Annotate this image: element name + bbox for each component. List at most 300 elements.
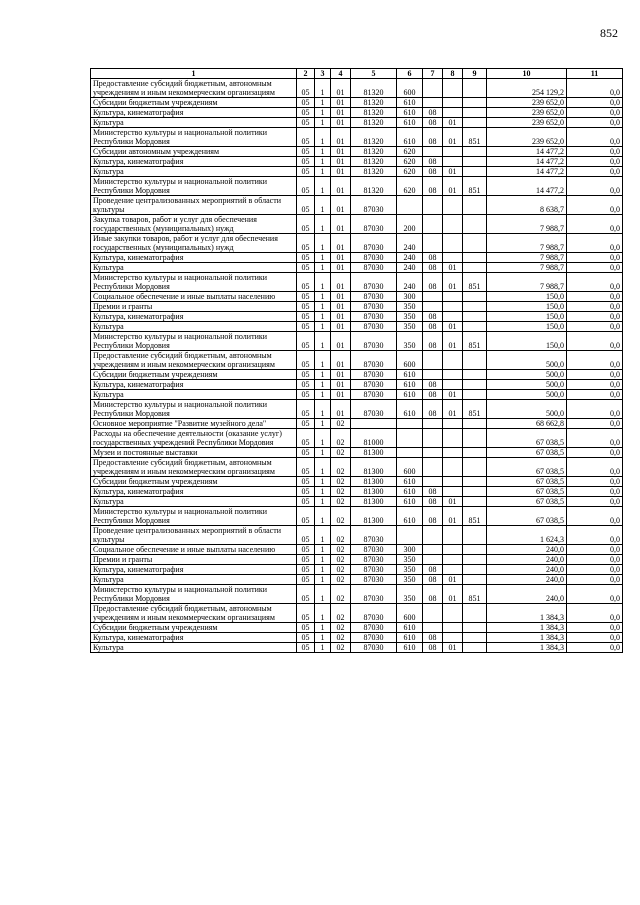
row-amount-11: 0,0: [567, 292, 623, 302]
row-code-6: 350: [397, 555, 423, 565]
row-code-9: [463, 565, 487, 575]
row-code-6: 200: [397, 215, 423, 234]
row-code-4: 02: [331, 487, 351, 497]
row-code-4: 02: [331, 448, 351, 458]
row-amount-11: 0,0: [567, 128, 623, 147]
row-code-8: 01: [443, 118, 463, 128]
row-code-7: 08: [423, 380, 443, 390]
row-amount-11: 0,0: [567, 234, 623, 253]
row-code-8: [443, 196, 463, 215]
row-amount-11: 0,0: [567, 215, 623, 234]
row-code-9: [463, 147, 487, 157]
row-code-6: 350: [397, 575, 423, 585]
row-code-6: 600: [397, 79, 423, 98]
row-code-7: [423, 215, 443, 234]
row-code-3: 1: [315, 545, 331, 555]
row-code-7: 08: [423, 390, 443, 400]
row-code-4: 02: [331, 604, 351, 623]
table-row: [91, 147, 623, 157]
row-code-4: 02: [331, 429, 351, 448]
row-description: Предоставление субсидий бюджетным, автономным учреждениям и иным некоммерческим организациям: [91, 351, 297, 370]
row-code-2: 05: [297, 292, 315, 302]
table-row: [91, 157, 623, 167]
row-code-6: 350: [397, 322, 423, 332]
table-row: [91, 312, 623, 322]
row-code-2: 05: [297, 370, 315, 380]
row-code-9: [463, 302, 487, 312]
row-amount: 150,0: [487, 312, 567, 322]
row-code-9: [463, 196, 487, 215]
row-code-7: 08: [423, 643, 443, 653]
row-code-9: [463, 448, 487, 458]
row-description: Культура, кинематография: [91, 312, 297, 322]
row-amount-11: 0,0: [567, 487, 623, 497]
row-code-7: 08: [423, 108, 443, 118]
row-code-2: 05: [297, 322, 315, 332]
row-amount-11: 0,0: [567, 263, 623, 273]
row-code-5: 87030: [351, 312, 397, 322]
row-code-6: 610: [397, 98, 423, 108]
row-amount: 14 477,2: [487, 147, 567, 157]
table-row: [91, 380, 623, 390]
row-code-5: 87030: [351, 273, 397, 292]
row-code-6: [397, 196, 423, 215]
row-code-7: [423, 477, 443, 487]
row-code-4: 01: [331, 118, 351, 128]
row-code-7: 08: [423, 253, 443, 263]
row-code-2: 05: [297, 448, 315, 458]
row-amount-11: 0,0: [567, 302, 623, 312]
column-header: 3: [315, 69, 331, 79]
row-code-8: [443, 448, 463, 458]
row-amount-11: 0,0: [567, 177, 623, 196]
row-code-5: 87030: [351, 643, 397, 653]
table-row: [91, 575, 623, 585]
row-code-8: [443, 302, 463, 312]
row-code-6: 240: [397, 253, 423, 263]
row-code-5: 81320: [351, 118, 397, 128]
row-code-5: 81320: [351, 157, 397, 167]
row-code-5: 87030: [351, 585, 397, 604]
table-body: [91, 79, 623, 653]
row-code-7: [423, 555, 443, 565]
row-code-9: [463, 497, 487, 507]
table-row: [91, 526, 623, 545]
row-code-3: 1: [315, 79, 331, 98]
row-code-8: 01: [443, 390, 463, 400]
row-code-2: 05: [297, 623, 315, 633]
row-code-9: [463, 604, 487, 623]
row-code-3: 1: [315, 633, 331, 643]
row-code-9: [463, 545, 487, 555]
row-code-2: 05: [297, 98, 315, 108]
row-code-7: [423, 370, 443, 380]
row-code-5: 87030: [351, 253, 397, 263]
row-code-3: 1: [315, 526, 331, 545]
row-code-8: [443, 351, 463, 370]
row-code-9: 851: [463, 128, 487, 147]
row-code-9: [463, 390, 487, 400]
row-code-9: [463, 157, 487, 167]
row-code-8: 01: [443, 575, 463, 585]
row-code-4: 01: [331, 167, 351, 177]
row-amount-11: 0,0: [567, 273, 623, 292]
row-code-9: [463, 429, 487, 448]
row-code-3: 1: [315, 565, 331, 575]
row-code-4: 01: [331, 380, 351, 390]
row-code-4: 01: [331, 215, 351, 234]
row-code-7: 08: [423, 497, 443, 507]
row-amount-11: 0,0: [567, 565, 623, 575]
row-description: Закупка товаров, работ и услуг для обеспечения государственных (муниципальных) нужд: [91, 215, 297, 234]
row-code-4: 01: [331, 79, 351, 98]
row-code-3: 1: [315, 429, 331, 448]
row-amount: 240,0: [487, 585, 567, 604]
row-amount-11: 0,0: [567, 643, 623, 653]
row-code-7: [423, 196, 443, 215]
row-code-7: 08: [423, 273, 443, 292]
row-code-7: 08: [423, 565, 443, 575]
row-code-8: [443, 458, 463, 477]
row-code-7: 08: [423, 263, 443, 273]
row-code-6: 610: [397, 108, 423, 118]
row-code-8: [443, 215, 463, 234]
row-code-2: 05: [297, 545, 315, 555]
row-code-6: 610: [397, 128, 423, 147]
row-code-6: 610: [397, 370, 423, 380]
column-header: 7: [423, 69, 443, 79]
row-code-9: [463, 292, 487, 302]
row-code-7: [423, 448, 443, 458]
table-row: [91, 263, 623, 273]
row-code-6: 610: [397, 380, 423, 390]
row-code-5: 87030: [351, 555, 397, 565]
row-code-3: 1: [315, 585, 331, 604]
row-code-2: 05: [297, 157, 315, 167]
row-code-3: 1: [315, 167, 331, 177]
row-code-4: 02: [331, 526, 351, 545]
row-amount-11: 0,0: [567, 419, 623, 429]
table-row: [91, 604, 623, 623]
table-row: [91, 565, 623, 575]
row-code-6: 610: [397, 643, 423, 653]
row-code-5: 81320: [351, 167, 397, 177]
row-amount-11: 0,0: [567, 108, 623, 118]
row-code-8: 01: [443, 177, 463, 196]
row-amount: 150,0: [487, 332, 567, 351]
row-code-6: 240: [397, 234, 423, 253]
column-header: 8: [443, 69, 463, 79]
row-code-5: 87030: [351, 234, 397, 253]
row-description: Культура: [91, 643, 297, 653]
row-code-3: 1: [315, 507, 331, 526]
row-amount-11: 0,0: [567, 545, 623, 555]
row-code-5: 81300: [351, 507, 397, 526]
row-amount: 500,0: [487, 390, 567, 400]
row-code-4: 02: [331, 545, 351, 555]
table-row: [91, 507, 623, 526]
row-code-5: 81320: [351, 98, 397, 108]
row-code-9: 851: [463, 273, 487, 292]
row-code-9: [463, 322, 487, 332]
row-code-5: 87030: [351, 633, 397, 643]
table-row: [91, 215, 623, 234]
row-code-6: 620: [397, 157, 423, 167]
row-code-7: 08: [423, 332, 443, 351]
row-code-4: 01: [331, 351, 351, 370]
row-code-5: 81320: [351, 108, 397, 118]
row-code-8: [443, 419, 463, 429]
row-code-9: [463, 487, 487, 497]
row-amount: 14 477,2: [487, 157, 567, 167]
row-code-5: 87030: [351, 380, 397, 390]
row-code-5: 87030: [351, 565, 397, 575]
row-amount: 500,0: [487, 400, 567, 419]
row-code-8: [443, 370, 463, 380]
row-code-4: 02: [331, 507, 351, 526]
row-amount-11: 0,0: [567, 322, 623, 332]
row-code-6: 610: [397, 477, 423, 487]
row-code-2: 05: [297, 643, 315, 653]
row-code-9: [463, 351, 487, 370]
row-code-8: [443, 380, 463, 390]
row-code-3: 1: [315, 177, 331, 196]
table-row: [91, 497, 623, 507]
row-code-5: 81320: [351, 147, 397, 157]
row-code-2: 05: [297, 575, 315, 585]
table-row: [91, 196, 623, 215]
row-code-9: [463, 79, 487, 98]
row-code-8: 01: [443, 128, 463, 147]
row-code-2: 05: [297, 273, 315, 292]
row-code-3: 1: [315, 128, 331, 147]
row-code-5: 81320: [351, 79, 397, 98]
row-code-4: 01: [331, 312, 351, 322]
row-code-6: 610: [397, 633, 423, 643]
row-code-9: [463, 118, 487, 128]
row-code-8: [443, 108, 463, 118]
column-header: 6: [397, 69, 423, 79]
row-code-4: 01: [331, 147, 351, 157]
row-description: Предоставление субсидий бюджетным, автономным учреждениям и иным некоммерческим организациям: [91, 604, 297, 623]
row-amount: 7 988,7: [487, 253, 567, 263]
row-code-2: 05: [297, 380, 315, 390]
row-amount: 14 477,2: [487, 177, 567, 196]
row-code-2: 05: [297, 526, 315, 545]
row-description: Культура: [91, 497, 297, 507]
row-description: Культура, кинематография: [91, 157, 297, 167]
row-code-2: 05: [297, 497, 315, 507]
row-code-9: [463, 108, 487, 118]
row-amount-11: 0,0: [567, 400, 623, 419]
row-amount: 239 652,0: [487, 98, 567, 108]
row-code-6: 600: [397, 604, 423, 623]
row-code-6: 350: [397, 565, 423, 575]
row-code-3: 1: [315, 312, 331, 322]
row-code-3: 1: [315, 332, 331, 351]
row-amount-11: 0,0: [567, 332, 623, 351]
row-amount-11: 0,0: [567, 167, 623, 177]
row-code-6: 350: [397, 332, 423, 351]
row-code-6: 610: [397, 497, 423, 507]
table-row: [91, 633, 623, 643]
row-code-6: 300: [397, 545, 423, 555]
row-description: Министерство культуры и национальной политики Республики Мордовия: [91, 177, 297, 196]
row-code-2: 05: [297, 633, 315, 643]
row-code-6: 610: [397, 400, 423, 419]
row-code-7: 08: [423, 575, 443, 585]
row-code-8: [443, 79, 463, 98]
row-code-4: 01: [331, 108, 351, 118]
table-row: [91, 322, 623, 332]
table-row: [91, 400, 623, 419]
row-code-2: 05: [297, 108, 315, 118]
table-row: [91, 458, 623, 477]
row-code-7: [423, 351, 443, 370]
table-row: [91, 79, 623, 98]
row-code-6: 300: [397, 292, 423, 302]
row-description: Министерство культуры и национальной политики Республики Мордовия: [91, 273, 297, 292]
row-amount: 240,0: [487, 555, 567, 565]
row-code-7: 08: [423, 118, 443, 128]
row-amount: 7 988,7: [487, 273, 567, 292]
header-row: [91, 69, 623, 79]
row-code-7: [423, 234, 443, 253]
table-row: [91, 623, 623, 633]
row-code-9: [463, 458, 487, 477]
row-description: Субсидии бюджетным учреждениям: [91, 98, 297, 108]
row-code-8: [443, 292, 463, 302]
row-amount: 67 038,5: [487, 487, 567, 497]
row-code-9: 851: [463, 585, 487, 604]
row-code-3: 1: [315, 157, 331, 167]
row-code-9: [463, 643, 487, 653]
row-amount: 500,0: [487, 351, 567, 370]
row-amount: 500,0: [487, 380, 567, 390]
row-code-7: 08: [423, 507, 443, 526]
row-code-4: 01: [331, 177, 351, 196]
row-code-4: 02: [331, 477, 351, 487]
row-code-9: [463, 526, 487, 545]
row-code-8: 01: [443, 263, 463, 273]
row-code-4: 01: [331, 253, 351, 263]
row-amount: 1 384,3: [487, 633, 567, 643]
row-code-5: 81000: [351, 429, 397, 448]
row-code-2: 05: [297, 555, 315, 565]
row-code-3: 1: [315, 302, 331, 312]
row-amount: 239 652,0: [487, 108, 567, 118]
row-code-8: [443, 555, 463, 565]
row-code-6: [397, 448, 423, 458]
row-code-7: 08: [423, 633, 443, 643]
row-code-8: [443, 157, 463, 167]
row-code-4: 01: [331, 263, 351, 273]
table-row: [91, 302, 623, 312]
row-description: Основное мероприятие "Развитие музейного дела": [91, 419, 297, 429]
row-code-3: 1: [315, 448, 331, 458]
table-row: [91, 545, 623, 555]
row-code-7: 08: [423, 128, 443, 147]
row-code-9: [463, 167, 487, 177]
row-code-4: 02: [331, 419, 351, 429]
row-code-3: 1: [315, 215, 331, 234]
row-code-3: 1: [315, 292, 331, 302]
row-description: Культура: [91, 322, 297, 332]
row-code-8: [443, 604, 463, 623]
row-amount-11: 0,0: [567, 623, 623, 633]
row-amount-11: 0,0: [567, 196, 623, 215]
row-code-2: 05: [297, 390, 315, 400]
row-description: Премии и гранты: [91, 555, 297, 565]
row-code-8: [443, 253, 463, 263]
row-code-7: [423, 419, 443, 429]
row-code-9: [463, 253, 487, 263]
row-amount: 239 652,0: [487, 128, 567, 147]
row-code-6: 240: [397, 273, 423, 292]
row-code-4: 01: [331, 98, 351, 108]
row-amount: 67 038,5: [487, 458, 567, 477]
row-code-2: 05: [297, 332, 315, 351]
table-row: [91, 555, 623, 565]
budget-table: [90, 68, 623, 653]
row-code-7: [423, 604, 443, 623]
row-description: Культура, кинематография: [91, 108, 297, 118]
row-code-2: 05: [297, 585, 315, 604]
table-row: [91, 177, 623, 196]
row-description: Музеи и постоянные выставки: [91, 448, 297, 458]
row-code-6: 610: [397, 507, 423, 526]
row-code-3: 1: [315, 253, 331, 263]
row-code-5: 81300: [351, 477, 397, 487]
row-code-5: 87030: [351, 332, 397, 351]
row-amount: 7 988,7: [487, 215, 567, 234]
row-code-9: [463, 370, 487, 380]
row-code-9: [463, 234, 487, 253]
row-description: Иные закупки товаров, работ и услуг для обеспечения государственных (муниципальных) нужд: [91, 234, 297, 253]
row-amount-11: 0,0: [567, 147, 623, 157]
row-code-4: 01: [331, 332, 351, 351]
row-amount-11: 0,0: [567, 575, 623, 585]
table-row: [91, 167, 623, 177]
row-amount-11: 0,0: [567, 390, 623, 400]
row-code-6: [397, 419, 423, 429]
row-description: Культура: [91, 390, 297, 400]
row-code-2: 05: [297, 565, 315, 575]
row-code-2: 05: [297, 302, 315, 312]
table-row: [91, 108, 623, 118]
row-code-4: 01: [331, 302, 351, 312]
row-code-7: [423, 623, 443, 633]
row-code-2: 05: [297, 604, 315, 623]
page-number: 852: [600, 26, 618, 40]
row-code-5: 87030: [351, 292, 397, 302]
row-code-6: 240: [397, 263, 423, 273]
row-code-4: 02: [331, 623, 351, 633]
row-code-8: 01: [443, 585, 463, 604]
row-code-8: [443, 147, 463, 157]
row-amount-11: 0,0: [567, 118, 623, 128]
row-code-2: 05: [297, 400, 315, 419]
row-amount: 67 038,5: [487, 507, 567, 526]
row-code-7: 08: [423, 487, 443, 497]
row-code-8: [443, 545, 463, 555]
row-amount: 240,0: [487, 545, 567, 555]
row-code-4: 01: [331, 322, 351, 332]
row-description: Субсидии бюджетным учреждениям: [91, 623, 297, 633]
row-code-5: 87030: [351, 604, 397, 623]
row-code-8: 01: [443, 322, 463, 332]
row-amount-11: 0,0: [567, 79, 623, 98]
